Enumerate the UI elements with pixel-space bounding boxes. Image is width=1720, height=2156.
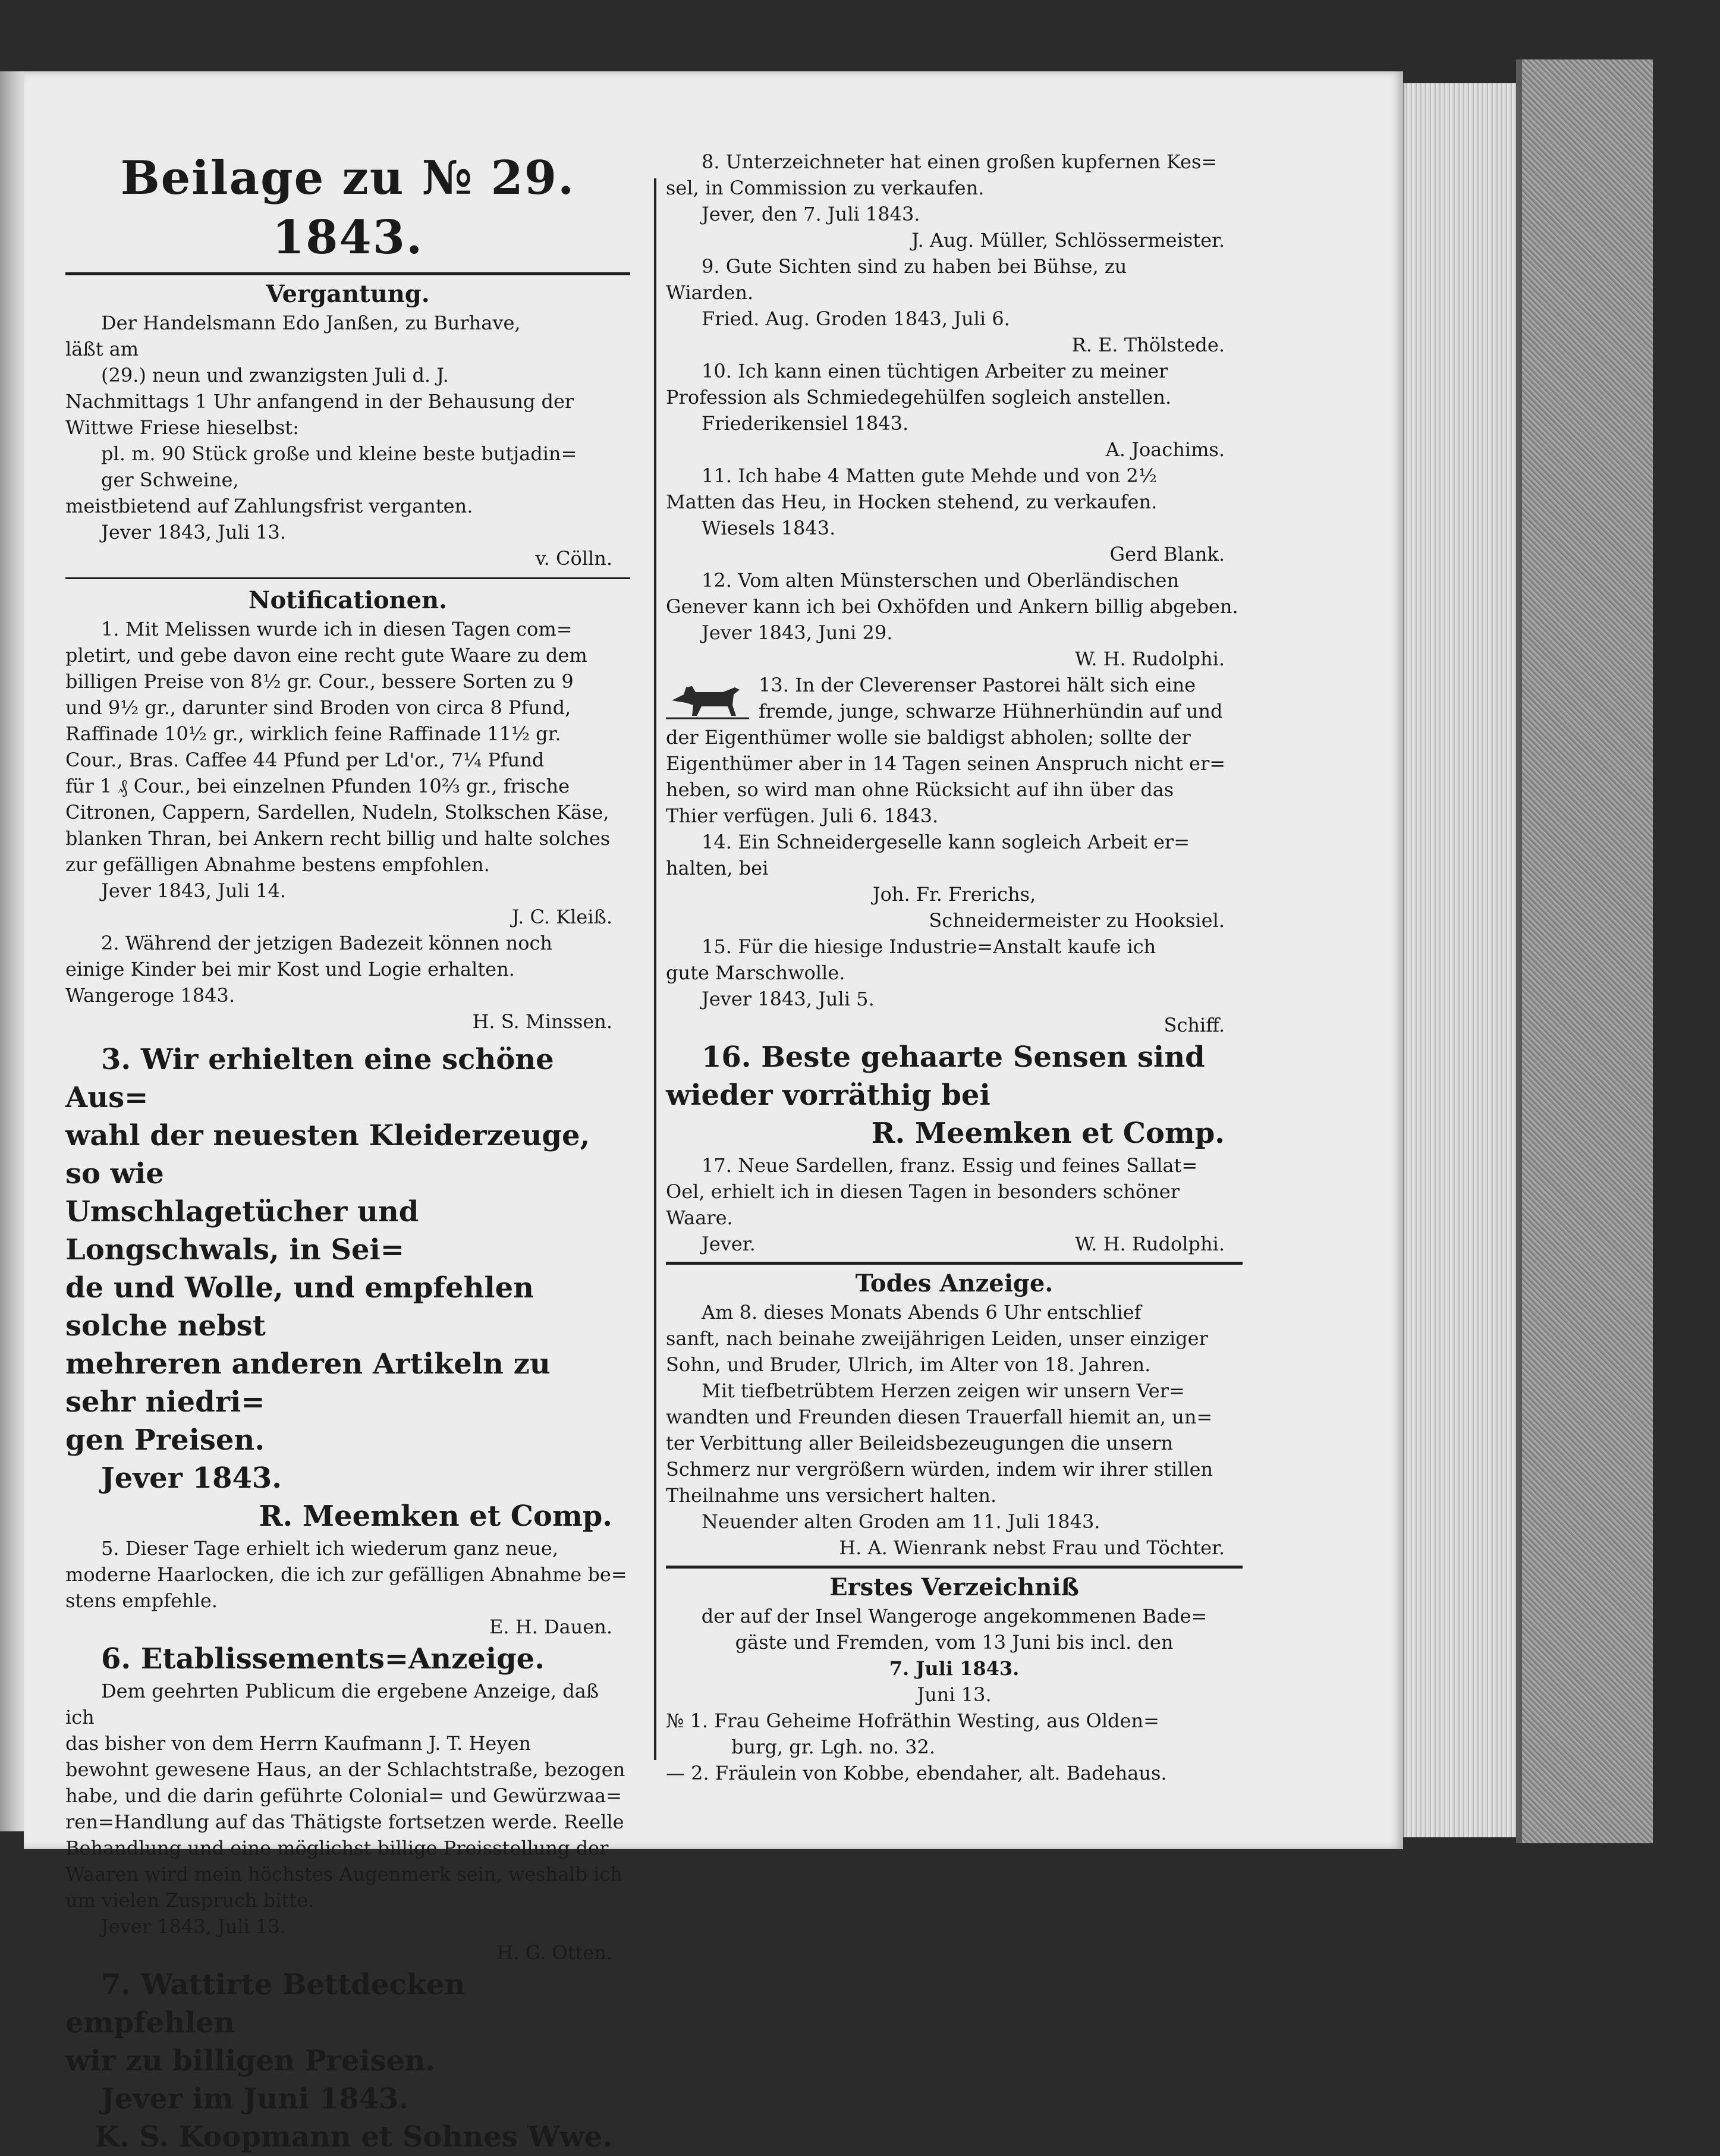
- signature-line: [666, 1231, 1243, 1257]
- notice-title: 6. Etablissements=Anzeige.: [101, 1642, 545, 1676]
- notice-7: [65, 1966, 630, 2156]
- signature: H. S. Minssen.: [472, 1010, 612, 1033]
- text-line: heben, so wird man ohne Rücksicht auf ihn über das: [666, 778, 1174, 801]
- vergantung-title: Vergantung.: [266, 280, 430, 308]
- text-line: 7. Juli 1843.: [889, 1657, 1020, 1680]
- list-item: № 1. Frau Geheime Hofräthin Westing, aus Olden=: [666, 1709, 1159, 1732]
- text-line: Schmerz nur vergrößern würden, indem wir ihrer stillen: [666, 1458, 1213, 1481]
- text-line: für 1 ₰ Cour., bei einzelnen Pfunden 10⅔ gr., frische: [65, 775, 570, 797]
- text-line: Jever 1843, Juli 13.: [101, 1915, 286, 1938]
- text-line: de und Wolle, und empfehlen solche nebst: [65, 1271, 534, 1343]
- text-line: Eigenthümer aber in 14 Tagen seinen Anspruch nicht er=: [666, 752, 1226, 775]
- text-line: um vielen Zuspruch bitte.: [65, 1889, 315, 1912]
- notice-14: [666, 829, 1243, 934]
- text-line: Wiesels 1843.: [702, 517, 836, 539]
- text-line: 12. Vom alten Münsterschen und Oberländischen: [702, 569, 1180, 592]
- column-divider: [654, 178, 656, 1760]
- signature: Schiff.: [1164, 1014, 1225, 1036]
- signature: W. H. Rudolphi.: [1074, 1233, 1225, 1255]
- signature: H. A. Wienrank nebst Frau und Töchter.: [839, 1536, 1225, 1559]
- text-line: Der Handelsmann Edo Janßen, zu Burhave,: [101, 312, 521, 334]
- text-line: Am 8. dieses Monats Abends 6 Uhr entschlief: [702, 1301, 1142, 1324]
- text-line: läßt am: [65, 338, 139, 360]
- notice-10: [666, 358, 1243, 463]
- list-item: burg, gr. Lgh. no. 32.: [731, 1736, 936, 1758]
- notice-12: [666, 567, 1243, 672]
- signature: A. Joachims.: [1105, 438, 1225, 461]
- text-line: 11. Ich habe 4 Matten gute Mehde und von 2½: [702, 464, 1157, 487]
- text-line: sel, in Commission zu verkaufen.: [666, 177, 985, 199]
- text-line: 7. Wattirte Bettdecken empfehlen: [65, 1968, 466, 2039]
- text-line: Friederikensiel 1843.: [702, 412, 909, 435]
- text-line: Raffinade 10½ gr., wirklich feine Raffinade 11½ gr.: [65, 722, 561, 745]
- book-cover: [1516, 59, 1653, 1843]
- masthead-number-sign: №: [422, 151, 474, 205]
- text-line: wieder vorräthig bei: [666, 1079, 991, 1112]
- text-line: 9. Gute Sichten sind zu haben bei Bühse, zu: [702, 255, 1127, 278]
- signature: H. G. Otten.: [496, 1941, 612, 1964]
- page-stack-edge: [1403, 83, 1517, 1837]
- text-line: Mit tiefbetrübtem Herzen zeigen wir unsern Ver=: [702, 1379, 1185, 1402]
- vergantung-body: [65, 310, 630, 571]
- text-line: pl. m. 90 Stück große und kleine beste butjadin=: [101, 442, 577, 465]
- notice-16: [666, 1038, 1243, 1152]
- text-line: Jever 1843, Juni 29.: [702, 621, 893, 644]
- notice-9: [666, 253, 1243, 358]
- signature: R. Meemken et Comp.: [871, 1117, 1225, 1150]
- signature: J. Aug. Müller, Schlössermeister.: [911, 229, 1225, 252]
- text-line: ren=Handlung auf das Thätigste fortsetzen werde. Reelle: [65, 1811, 624, 1833]
- text-line: Umschlagetücher und Longschwals, in Sei=: [65, 1195, 419, 1266]
- text-line: Genever kann ich bei Oxhöfden und Ankern billig abgeben.: [666, 595, 1238, 618]
- text-line: billigen Preise von 8½ gr. Cour., bessere Sorten zu 9: [65, 670, 574, 693]
- text-line: wahl der neuesten Kleiderzeuge, so wie: [65, 1119, 590, 1190]
- text-line: sanft, nach beinahe zweijährigen Leiden, unser einziger: [666, 1327, 1208, 1350]
- text-line: 17. Neue Sardellen, franz. Essig und feines Sallat=: [702, 1154, 1198, 1177]
- signature: W. H. Rudolphi.: [1074, 648, 1225, 670]
- text-line: 10. Ich kann einen tüchtigen Arbeiter zu meiner: [702, 360, 1168, 382]
- text-line: 8. Unterzeichneter hat einen großen kupfernen Kes=: [702, 150, 1218, 173]
- text-line: meistbietend auf Zahlungsfrist verganten.: [65, 495, 473, 517]
- text-line: 5. Dieser Tage erhielt ich wiederum ganz neue,: [101, 1537, 558, 1560]
- masthead-rule: [65, 272, 630, 275]
- death-notice: [666, 1268, 1243, 1561]
- signature: J. C. Kleiß.: [511, 906, 612, 928]
- right-column: [666, 149, 1243, 1786]
- text-line: stens empfehle.: [65, 1589, 218, 1612]
- text-line: Mit Melissen wurde ich in diesen Tagen com=: [125, 618, 573, 640]
- text-line: bewohnt gewesene Haus, an der Schlachtstraße, bezogen: [65, 1758, 625, 1781]
- text-line: Jever im Juni 1843.: [101, 2082, 409, 2116]
- text-line: [65, 616, 630, 642]
- text-line: Jever 1843, Juli 5.: [702, 988, 875, 1010]
- text-line: Thier verfügen. Juli 6. 1843.: [666, 804, 939, 827]
- notice-15: [666, 934, 1243, 1038]
- notice-6: [65, 1640, 630, 1966]
- notifications-title: Notificationen.: [248, 586, 448, 614]
- text-line: Jever, den 7. Juli 1843.: [702, 203, 920, 225]
- notice-number: 1.: [101, 618, 120, 640]
- notice-5: [65, 1535, 630, 1640]
- text-line: und 9½ gr., darunter sind Broden von circa 8 Pfund,: [65, 696, 571, 719]
- guest-list-title: Erstes Verzeichniß: [829, 1573, 1079, 1601]
- text-line: Waare.: [666, 1206, 733, 1229]
- text-line: Sohn, und Bruder, Ulrich, im Alter von 18. Jahren.: [666, 1353, 1151, 1376]
- text-line: Jever 1843, Juli 13.: [101, 521, 286, 543]
- text-line: gen Preisen.: [65, 1423, 265, 1457]
- text-line: 13. In der Cleverenser Pastorei hält sich eine: [759, 674, 1196, 696]
- text-line: halten, bei: [666, 857, 769, 879]
- notice-17: [666, 1152, 1243, 1257]
- text-line: Matten das Heu, in Hocken stehend, zu verkaufen.: [666, 491, 1158, 513]
- text-line: 3. Wir erhielten eine schöne Aus=: [65, 1043, 554, 1114]
- text-line: habe, und die darin geführte Colonial= und Gewürzwaa=: [65, 1784, 622, 1807]
- notice-2: [65, 930, 630, 1035]
- list-item: — 2. Fräulein von Kobbe, ebendaher, alt. Badehaus.: [666, 1762, 1167, 1784]
- notice-11: [666, 463, 1243, 567]
- signature: K. S. Koopmann et Sohnes Wwe.: [95, 2120, 612, 2154]
- death-notice-title: Todes Anzeige.: [855, 1269, 1054, 1297]
- text-line: Wangeroge 1843.: [65, 984, 235, 1007]
- text-line: Wiarden.: [666, 281, 754, 304]
- signature: R. E. Thölstede.: [1071, 334, 1225, 356]
- text-line: Fried. Aug. Groden 1843, Juli 6.: [702, 307, 1010, 330]
- signature: E. H. Dauen.: [489, 1616, 612, 1638]
- text-line: Neuender alten Groden am 11. Juli 1843.: [702, 1510, 1100, 1533]
- text-line: 14. Ein Schneidergeselle kann sogleich Arbeit er=: [702, 831, 1190, 853]
- text-line: wandten und Freunden diesen Trauerfall hiemit an, un=: [666, 1406, 1213, 1428]
- signature: Joh. Fr. Frerichs,: [872, 883, 1036, 906]
- text-line: der Eigenthümer wolle sie baldigst abholen; sollte der: [666, 726, 1191, 749]
- notice-8: [666, 149, 1243, 253]
- signature: Gerd Blank.: [1109, 543, 1225, 565]
- section-rule: [65, 577, 630, 579]
- notice-1: [65, 616, 630, 930]
- signature: R. Meemken et Comp.: [259, 1500, 612, 1533]
- text-line: 2. Während der jetzigen Badezeit können noch: [101, 932, 552, 954]
- text-line: ger Schweine,: [101, 469, 239, 491]
- text-line: Behandlung und eine möglichst billige Preisstellung der: [65, 1837, 609, 1859]
- text-line: moderne Haarlocken, die ich zur gefälligen Abnahme be=: [65, 1563, 627, 1586]
- left-column: [65, 149, 630, 2156]
- text-line: einige Kinder bei mir Kost und Logie erhalten.: [65, 958, 515, 980]
- text-line: Waaren wird mein höchstes Augenmerk sein, weshalb ich: [65, 1863, 622, 1885]
- text-line: zur gefälligen Abnahme bestens empfohlen.: [65, 853, 490, 876]
- text-line: Theilnahme uns versichert halten.: [666, 1484, 997, 1507]
- section-rule: [666, 1262, 1243, 1265]
- text-line: 16. Beste gehaarte Sensen sind: [702, 1041, 1205, 1074]
- dog-woodcut-icon: [666, 674, 749, 722]
- text-line: ter Verbittung aller Beileidsbezeugungen die unsern: [666, 1432, 1173, 1454]
- text-line: fremde, junge, schwarze Hühnerhündin auf und: [759, 700, 1223, 722]
- text-line: Wittwe Friese hieselbst:: [65, 416, 299, 439]
- masthead: [65, 149, 630, 268]
- text-line: Profession als Schmiedegehülfen sogleich anstellen.: [666, 386, 1172, 408]
- signature-title: Schneidermeister zu Hooksiel.: [929, 909, 1225, 932]
- text-line: Citronen, Cappern, Sardellen, Nudeln, Stolkschen Käse,: [65, 801, 609, 824]
- masthead-prefix: Beilage zu: [120, 151, 405, 205]
- text-line: (29.) neun und zwanzigsten Juli d. J.: [101, 364, 449, 386]
- text-line: mehreren anderen Artikeln zu sehr niedri=: [65, 1347, 551, 1419]
- place: Jever.: [702, 1233, 756, 1255]
- text-line: Dem geehrten Publicum die ergebene Anzeige, daß ich: [65, 1680, 599, 1728]
- masthead-number: 29.: [490, 151, 576, 205]
- text-line: das bisher von dem Herrn Kaufmann J. T. Heyen: [65, 1732, 531, 1755]
- text-line: pletirt, und gebe davon eine recht gute Waare zu dem: [65, 644, 587, 667]
- text-line: wir zu billigen Preisen.: [65, 2044, 435, 2078]
- guest-list: [666, 1572, 1243, 1786]
- notice-13: [666, 672, 1243, 829]
- text-line: Oel, erhielt ich in diesen Tagen in besonders schöner: [666, 1180, 1180, 1203]
- text-line: Jever 1843.: [101, 1462, 282, 1495]
- text-line: Cour., Bras. Caffee 44 Pfund per Ld'or., 7¼ Pfund: [65, 749, 545, 771]
- list-date: Juni 13.: [917, 1683, 992, 1706]
- text-line: blanken Thran, bei Ankern recht billig und halte solches: [65, 827, 611, 850]
- text-line: 15. Für die hiesige Industrie=Anstalt kaufe ich: [702, 935, 1156, 958]
- text-line: Nachmittags 1 Uhr anfangend in der Behausung der: [65, 390, 574, 413]
- section-rule: [666, 1566, 1243, 1569]
- text-line: gute Marschwolle.: [666, 961, 845, 984]
- text-line: Jever 1843, Juli 14.: [101, 879, 286, 902]
- masthead-year: 1843.: [272, 210, 424, 265]
- text-line: der auf der Insel Wangeroge angekommenen Bade=: [701, 1605, 1208, 1627]
- text-line: gäste und Fremden, vom 13 Juni bis incl. den: [735, 1631, 1174, 1654]
- notice-3: [65, 1041, 630, 1535]
- signature: v. Cölln.: [535, 547, 612, 570]
